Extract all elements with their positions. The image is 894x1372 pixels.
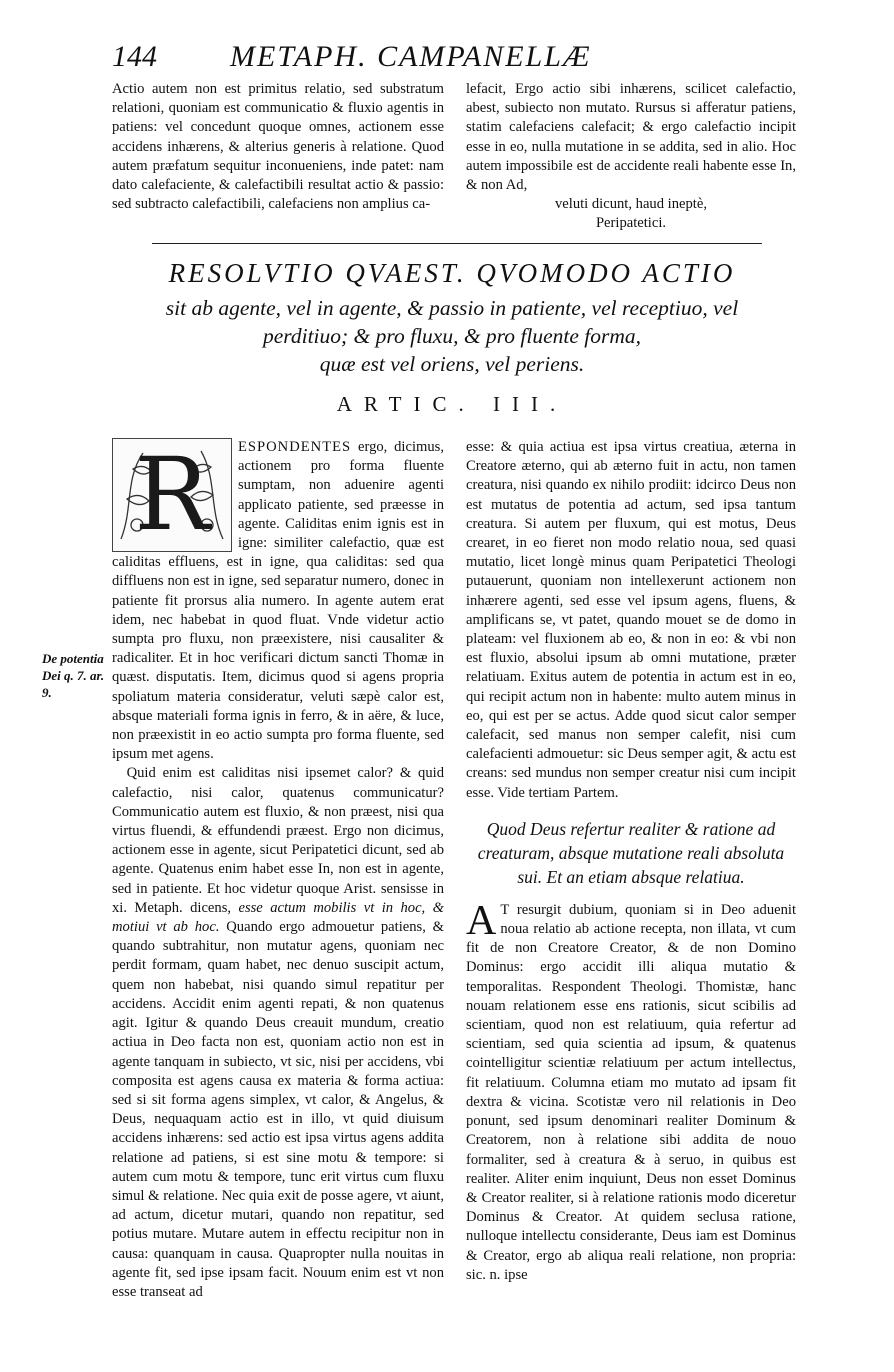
right-paragraph-1: esse: & quia actiua est ipsa virtus creatiua, æterna in Creatore æterno, qui ab æterno fuit in actu, non tamen creatura, nisi quando ex nihilo prodiit: idcirco Deus non est mutatus de potentia ad actum, sed ipsa tantum creatura. Si autem per fluxum, qui est motus, Deus crearet, in eo fieret non modo relatio noua, sed quasi mutatio, licet longè minus quam Peripatetici Theologi putauerunt, quoniam non intellexerunt actionem non inhærere agenti, sed esse vel ipsum agens, fluens, & amplificans se, vt patet, quando mouet se de domo in plateam: vel fluxionem ab eo, & non in eo: & vbi non est fluxio, absolui ipsum ab omni mutatione, præter relatiuam. Exitus autem de potentia in actum est in eo, qui recipit actum non in habente: multo autem minus in eo, qui est per se actus. Adde quod sicut calor semper calefacit, sed manus non semper calefit, nisi cum calefacienti admouetur: sic Deus semper agit, & actu est creans: sed mundus non semper creatur nisi cum incipit esse. Vide tertiam Partem. xyxy=(466,439,796,801)
top-right-column xyxy=(466,80,796,234)
article-heading: ARTIC. III. xyxy=(336,392,568,416)
subtitle-line-2: perditiuo; & pro fluxu, & pro fluente forma, xyxy=(262,324,641,348)
decorated-initial xyxy=(112,438,232,552)
left-paragraph-2-start: Quid enim est caliditas nisi ipsemet calor? & quid calefactio, nisi calor, quatenus communicatur? Communicatio autem est fluxio, & non præest, nisi qua virtus fluendi, & effundendi præest. Ergo non dicimus, actionem esse in agente, sicut Peripatetici dicunt, sed ab agente. Quatenus enim habet esse In, non est in agente, sed in patiente. Et hoc videtur quoque Arist. sensisse in xi. Metaph. dicens, xyxy=(112,765,444,916)
subtitle-line-3: quæ est vel oriens, vel periens. xyxy=(319,352,585,376)
running-head: METAPH. CAMPANELLÆ xyxy=(230,40,592,73)
section-divider xyxy=(152,243,762,244)
top-left-column xyxy=(112,80,444,214)
body-right-column xyxy=(466,438,796,1285)
top-left-paragraph: Actio autem non est primitus relatio, sed substratum relationi, quoniam est communicatio & fluxio agentis in patiens: vel concedunt quoque omnes, actionem esse accidens inhærens, & alterius generis à relatione. Quod autem præfatum sequitur inconueniens, inde patet: nam dato calefaciente, & calefactibili resultat actio & passio: sed subtracto calefactibili, calefaciens non amplius ca- xyxy=(112,81,444,213)
subheading: Quod Deus refertur realiter & ratione ad creaturam, absque mutatione reali absoluta sui. Et an etiam absque relatiua. xyxy=(477,818,785,887)
page-header xyxy=(112,38,872,80)
top-right-line: veluti dicunt, haud ineptè, xyxy=(555,196,707,213)
page-number: 144 xyxy=(112,40,157,73)
margin-note: De potentia Dei q. 7. ar. 9. xyxy=(42,651,105,700)
body-left-column xyxy=(112,438,444,1302)
section-subtitle xyxy=(112,294,792,378)
initial-letter: R xyxy=(134,436,210,553)
section-title: RESOLVTIO QVAEST. QVOMODO ACTIO xyxy=(168,258,736,288)
opening-word: ESPONDENTES xyxy=(238,439,352,455)
left-paragraph-1: ergo, dicimus, actionem pro forma fluente sumptam, non aduenire agenti applicato patiente, sed præesse in agente. Caliditas enim ignis est in igne: similiter calefactio, quæ est caliditas effluens, est in igne, qua caliditas: sed qua diffluens non est in igne, sed separatur numero, donec in patiente fit prorsus alia numero. In agente autem erat idem, nec habebat in quod fluat. Vnde videtur actio sumpta pro fluxu, non præexistere, nisi causaliter & radicaliter. Et in hoc verificari dictum sancti Thomæ in quæst. disputatis. Item, dicimus quod si agens propria spoliatum materia consideratur, veluti sæpè calor est, absque materiali forma ignis in ferro, & in aëre, & luce, non præexistit in eo actio sumpta pro forma fluente, sed ipsum met agens. xyxy=(112,439,444,763)
right-paragraph-2: T resurgit dubium, quoniam si in Deo aduenit noua relatio ab actione recepta, non illata, vt cum fit de non Creatore Creator, & de non Domino Dominus: ergo accidit illi aliqua mutatio & temporalitas. Respondent Theologi. Thomistæ, hanc nouam relationem esse ens rationis, sicut scibilis ad scientiam, quod non est relatiuum, quia refertur ad scientiam, sed quia scientia ad ipsum, & quatenus cointelligitur scientiæ relatiuum per actum intellectus, fit relatiuum. Columna etiam mo mutato ad ipsam fit dextra & vicina. Scotistæ vero nil relationis in Deo ponunt, sed ipsum denominari realiter Dominum & Creatorem, non à relatione sibi addita de nouo formaliter, sed à creatura & à seruo, in quibus est realiter. Aliter enim inquiunt, Deus non esset Dominus & Creator realiter, si à relatione rationis modo diceretur Dominus & Creator. At quidem seclusa ratione, nulloque intellectu considerante, Deus iam est Dominus & Creator, ergo ab aliqua reali relatione, non propria: sic. n. ipse xyxy=(466,901,796,1283)
left-paragraph-2-rest: Quando ergo admouetur patiens, & quando subtrahitur, non mutatur agens, quoniam nec perdit formam, quam habet, nec denuo suscipit actum, quem non habebat, nisi quando simul repatitur per accidens. Accidit enim agenti repati, & non quatenus agit. Igitur & quando Deus creauit mundum, creatio actiua in Deo facta non est, quoniam actio non est in agente tanquam in subiecto, vt sic, nisi per accidens, vbi composita est agens causa ex materia & forma actiua: sed si sit forma agens simplex, vt calor, & Angelus, & Deus, nequaquam actio est in illo, vt quid diuisum accidens inhærens: sed actio est ipsa virtus agens addita relatione ad patiens, si est sine motu & tempore: si autem cum motu & tempore, tunc erit virtus cum fluxu simul & relatione. Nec quia exit de posse agere, vt aiunt, ad actum, dicetur mutari, quando non repatitur, sed potius mutare. Mutare autem in effectu recipitur non in causa: quanquam in causa. Quapropter nulla nouitas in agente fit, sed ipse ipsam facit. Nouum enim est vt non esse transeat ad xyxy=(112,919,444,1300)
subtitle-line-1: sit ab agente, vel in agente, & passio in patiente, vel receptiuo, vel xyxy=(165,296,739,320)
dropcap-letter: A xyxy=(466,897,497,944)
top-right-closing: Peripatetici. xyxy=(595,215,667,232)
top-right-paragraph: lefacit, Ergo actio sibi inhærens, scilicet calefactio, abest, subiecto non mutato. Rursus si afferatur patiens, statim calefaciens calefacit; & ergo calefactio incipit esse in eo, nulla mutatione in se addita, sed in alio. Hoc autem impossibile est de accidente reali habente esse In, & non Ad, xyxy=(466,81,796,194)
aristotle-quote: esse actum mobilis vt in hoc, & motiui vt ab hoc. xyxy=(112,899,444,936)
